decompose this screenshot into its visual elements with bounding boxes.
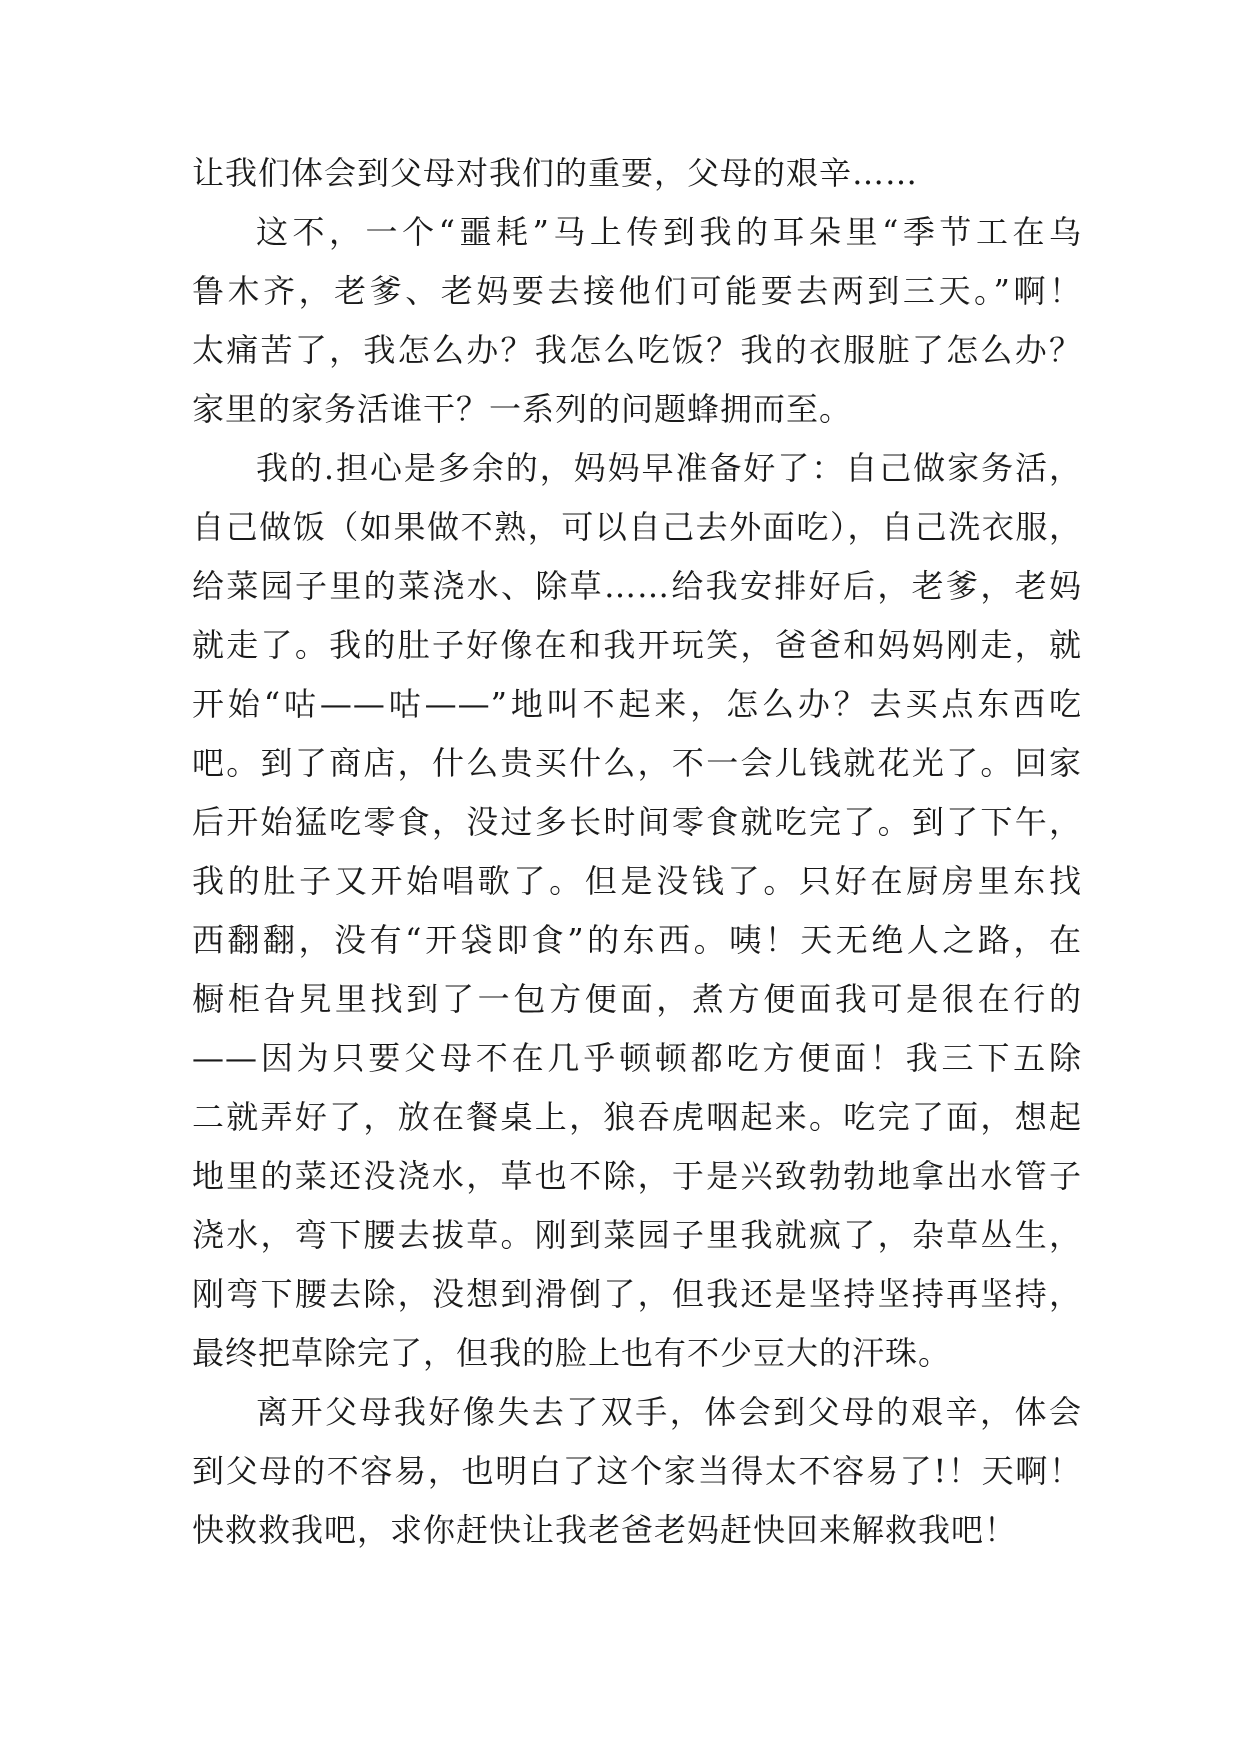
text-line: 我的肚子又开始唱歌了。但是没钱了。只好在厨房里东找	[192, 863, 1082, 899]
text-line: 二就弄好了，放在餐桌上，狼吞虎咽起来。吃完了面，想起	[192, 1099, 1082, 1135]
text-line: 地里的菜还没浇水，草也不除，于是兴致勃勃地拿出水管子	[192, 1158, 1082, 1194]
text-line: 刚弯下腰去除，没想到滑倒了，但我还是坚持坚持再坚持，	[192, 1276, 1082, 1312]
text-line: 最终把草除完了，但我的脸上也有不少豆大的汗珠。	[192, 1334, 952, 1372]
text-line: 开始“咕——咕——”地叫不起来，怎么办？去买点东西吃	[192, 686, 1082, 722]
text-line: 后开始猛吃零食，没过多长时间零食就吃完了。到了下午，	[192, 804, 1082, 840]
text-line: 西翻翻，没有“开袋即食”的东西。咦！天无绝人之路，在	[192, 922, 1082, 958]
text-line: 给菜园子里的菜浇水、除草……给我安排好后，老爹，老妈	[192, 568, 1082, 604]
paragraph-start-line: 我的.担心是多余的，妈妈早准备好了：自己做家务活，	[256, 450, 1082, 486]
text-line: 鲁木齐，老爹、老妈要去接他们可能要去两到三天。”啊！	[192, 273, 1082, 309]
text-line: 就走了。我的肚子好像在和我开玩笑，爸爸和妈妈刚走，就	[192, 627, 1082, 663]
text-line: 浇水，弯下腰去拔草。刚到菜园子里我就疯了，杂草丛生，	[192, 1217, 1082, 1253]
text-line: 橱柜旮旯里找到了一包方便面，煮方便面我可是很在行的	[192, 981, 1082, 1017]
paragraph-start-line: 离开父母我好像失去了双手，体会到父母的艰辛，体会	[256, 1394, 1082, 1430]
text-line: 太痛苦了，我怎么办？我怎么吃饭？我的衣服脏了怎么办？	[192, 332, 1082, 368]
text-line: 让我们体会到父母对我们的重要，父母的艰辛……	[192, 154, 919, 192]
essay-body	[192, 155, 1082, 1571]
text-line: 到父母的不容易，也明白了这个家当得太不容易了!！天啊！	[192, 1453, 1082, 1489]
text-line: 吧。到了商店，什么贵买什么，不一会儿钱就花光了。回家	[192, 745, 1082, 781]
text-line: 家里的家务活谁干？一系列的问题蜂拥而至。	[192, 390, 853, 428]
text-line: 快救救我吧，求你赶快让我老爸老妈赶快回来解救我吧！	[192, 1511, 1018, 1549]
text-line: ——因为只要父母不在几乎顿顿都吃方便面！我三下五除	[192, 1040, 1082, 1076]
text-line: 自己做饭（如果做不熟，可以自己去外面吃），自己洗衣服，	[192, 509, 1082, 545]
paragraph-start-line: 这不，一个“噩耗”马上传到我的耳朵里“季节工在乌	[256, 214, 1082, 250]
